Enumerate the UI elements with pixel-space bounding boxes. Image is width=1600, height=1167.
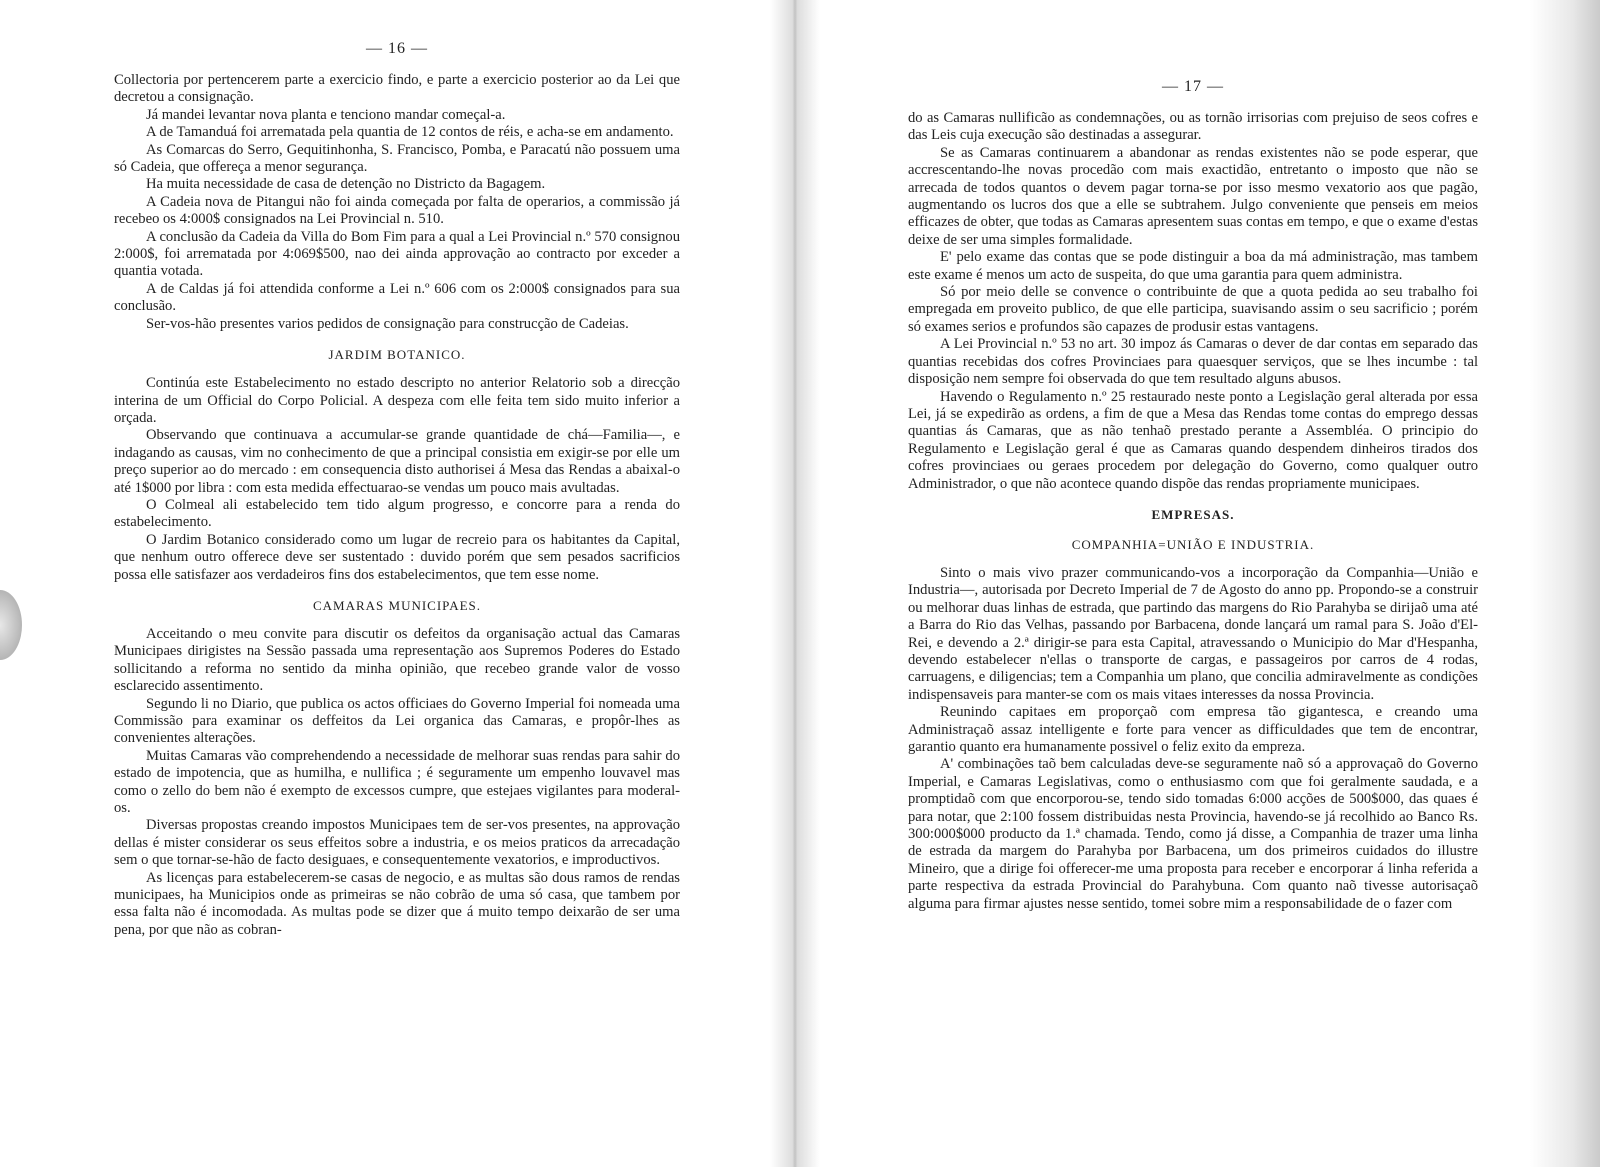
page-number-16: — 16 —	[366, 40, 428, 57]
right-page	[790, 0, 1600, 1167]
paragraph: Muitas Camaras vão comprehendendo a necessidade de melhorar suas rendas para sahir do estado de impotencia, que as humilha, e nullifica ; é seguramente um empenho louvavel mas como o zello do bem não é exempto de excessos cumpre, que estejaes vigilantes para moderal-os.	[114, 747, 680, 817]
paragraph: A Lei Provincial n.º 53 no art. 30 impoz ás Camaras o dever de dar contas em separado das quantias recebidas dos cofres Provinciaes para quaesquer serviços, que se lhes incumbe : tal disposição nem sempre foi observada do que tem resultado alguns abusos.	[908, 336, 1478, 388]
paragraph: Reunindo capitaes em proporçaõ com empresa tão gigantesca, e creando uma Administraçaõ assaz intelligente e forte para vencer as difficuldades que tem de encontrar, garantio quanto era humanamente possivel o feliz exito da empreza.	[908, 704, 1478, 755]
paragraph: Continúa este Estabelecimento no estado descripto no anterior Relatorio sob a direcção interina de um Official do Corpo Policial. A despeza com elle feita tem sido muito inferior a orçada.	[114, 375, 680, 426]
paragraph: As licenças para estabelecerem-se casas de negocio, e as multas são dous ramos de rendas municipaes, ha Municipios onde as primeiras se não cobrão de uma só casa, que tambem por essa falta não é incomodada. As multas pode se dizer que á muito tempo deixarão de ser uma pena, por que não as cobran-	[114, 869, 680, 938]
left-page	[0, 0, 790, 1167]
paragraph: O Jardim Botanico considerado como um lugar de recreio para os habitantes da Capital, que nenhum outro offerece deve ser sustentado : duvido porém que sem pesados sacrificios possa elle satisfazer aos verdadeiros fins dos estabelecimentos, que tem esse nome.	[114, 531, 680, 583]
page-number-17: — 17 —	[1162, 78, 1224, 95]
section-heading-jardim-botanico: JARDIM BOTANICO.	[328, 347, 466, 363]
paragraph: Havendo o Regulamento n.º 25 restaurado neste ponto a Legislação geral alterada por essa Lei, já se expedirão as ordens, a fim de que a Mesa das Rendas tome contas do emprego dessas quantias ás Camaras, que as não tenhaõ prestado perante a Assembléa. O principio do Regulamento e Legislação geral é que as Camaras quando despendem dinheiros tirados dos cofres provinciaes ou geraes procedem por delegação do Governo, como qualquer outro Administrador, o que não acontece quando dispõe das rendas propriamente municipaes.	[908, 388, 1478, 492]
paragraph: Já mandei levantar nova planta e tenciono mandar começal-a.	[146, 106, 506, 123]
section-heading-empresas: EMPRESAS.	[1151, 506, 1235, 522]
paragraph: Collectoria por pertencerem parte a exercicio findo, e parte a exercicio posterior ao da Lei que decretou a consignação.	[114, 72, 680, 106]
page-edge-shadow	[1530, 0, 1600, 1167]
right-text-block	[908, 78, 1478, 913]
paragraph: Acceitando o meu convite para discutir os defeitos da organisação actual das Camaras Municipaes dirigistes na Sessão passada uma representação aos Supremos Poderes do Estado sollicitando a reforma no sentido da minha opinião, que recebeo grande valor de vosso esclarecido assentimento.	[114, 625, 680, 695]
section-heading-camaras-municipaes: CAMARAS MUNICIPAES.	[312, 597, 482, 613]
paragraph: Ha muita necessidade de casa de detenção no Districto da Bagagem.	[146, 176, 546, 193]
paragraph: Se as Camaras continuarem a abandonar as rendas existentes não se pode esperar, que accrescentando-lhe novas procedão com mais exactidão, entretanto o imposto que não se arrecada de todos quantos o devem pagar torna-se por isso mesmo vexatorio aos que pagão, augmentando os lucros dos que a elle se subtrahem. Julgo conveniente que penseis em meios efficazes de obter, que todas as Camaras apresentem suas contas em tempo, e que o exame d'estas deixe de ser uma simples formalidade.	[908, 144, 1478, 248]
paragraph: Só por meio delle se convence o contribuinte de que a quota pedida ao seu trabalho foi empregada em proveito publico, de que elle participa, suavisando assim o seu sacrificio ; porém só exames serios e profundos são capazes de produsir estas vantagens.	[908, 284, 1478, 335]
paragraph: Sinto o mais vivo prazer communicando-vos a incorporação da Companhia—União e Industria—, autorisada por Decreto Imperial de 7 de Agosto do anno pp. Propondo-se a construir ou melhorar duas linhas de estrada, que partindo das margens do Rio Parahyba se dirijaõ uma até a Barra do Rio das Velhas, passando por Barbacena, donde lançará um ramal para S. João d'El-Rei, e devendo a 2.ª dirigir-se para esta Capital, atravessando o Municipio do Mar d'Hespanha, devendo estabelecer n'ellas o transporte de cargas, e passageiros por carros de 4 rodas, carruagens, e diligencias; tem a Companhia um plano, que concilia admiravelmente as condições indispensaveis para manter-se com os mais vitaes interesses da nossa Provincia.	[908, 564, 1478, 703]
paragraph: do as Camaras nullificão as condemnações, ou as tornão irrisorias com prejuiso de seos cofres e das Leis cuja execução são destinadas a assegurar.	[908, 110, 1478, 144]
paragraph: Ser-vos-hão presentes varios pedidos de consignação para construcção de Cadeias.	[146, 315, 629, 332]
paragraph: Diversas propostas creando impostos Municipaes tem de ser-vos presentes, na approvação dellas é mister considerar os seus effeitos sobre a industria, e os meios praticos da arrecadação sem o que tornar-se-hão de facto desiguaes, e consequentemente vexatorios, e improductivos.	[114, 817, 680, 869]
paragraph: A conclusão da Cadeia da Villa do Bom Fim para a qual a Lei Provincial n.º 570 consignou 2:000$, foi arrematada por 4:069$500, nao dei ainda approvação ao contracto por exceder a quantia votada.	[114, 228, 680, 280]
paragraph: A de Caldas já foi attendida conforme a Lei n.º 606 com os 2:000$ consignados para sua conclusão.	[114, 280, 680, 315]
section-heading-companhia: COMPANHIA=UNIÃO E INDUSTRIA.	[1071, 536, 1315, 552]
binding-hole	[0, 590, 22, 660]
paragraph: A Cadeia nova de Pitangui não foi ainda começada por falta de operarios, a commissão já recebeo os 4:000$ consignados na Lei Provincial n. 510.	[114, 193, 680, 228]
paragraph: E' pelo exame das contas que se pode distinguir a boa da má administração, mas tambem este exame é menos um acto de suspeita, do que uma garantia para quem administra.	[908, 249, 1478, 283]
left-text-block	[114, 40, 680, 939]
paragraph: Observando que continuava a accumular-se grande quantidade de chá—Familia—, e indagando as causas, vim no conhecimento de que a principal consistia em exigir-se por elle um preço superior ao do mercado : em consequencia disto authorisei á Mesa das Rendas a abaixal-o até 1$000 por libra : com esta medida effectuarao-se vendas um pouco mais avultadas.	[114, 427, 680, 496]
book-gutter	[770, 0, 820, 1167]
paragraph: As Comarcas do Serro, Gequitinhonha, S. Francisco, Pomba, e Paracatú não possuem uma só Cadeia, que offereça a menor segurança.	[114, 141, 680, 176]
paragraph: Segundo li no Diario, que publica os actos officiaes do Governo Imperial foi nomeada uma Commissão para examinar os deffeitos da Lei organica das Camaras, e propôr-lhes as convenientes alterações.	[114, 695, 680, 747]
paragraph: A de Tamanduá foi arrematada pela quantia de 12 contos de réis, e acha-se em andamento.	[146, 124, 674, 141]
paragraph: O Colmeal ali estabelecido tem tido algum progresso, e concorre para a renda do estabelecimento.	[114, 496, 680, 531]
paragraph: A' combinações taõ bem calculadas deve-se seguramente naõ só a approvaçaõ do Governo Imperial, e Camaras Legislativas, como o enthusiasmo com que foi geralmente saudada, e a promptidaõ com que encorporou-se, tendo sido tomadas 6:000 acções de 500$000, das quaes é para notar, que 2:100 fossem distribuidas nesta Provincia, havendo-se já recolhido ao Banco Rs. 300:000$000 producto da 1.ª chamada. Tendo, como já disse, a Companhia de trazer uma linha de estrada da margem do Parahyba por Barbacena, um dos primeiros cuidados do illustre Mineiro, que a dirige foi offerecer-me uma proposta para receber e encorporar á linha referida a parte respectiva da estrada Provincial do Parahybuna. Com quanto naõ tivesse autorisaçaõ alguma para firmar ajustes nesse sentido, tomei sobre mim a responsabilidade de o fazer com	[908, 756, 1478, 912]
